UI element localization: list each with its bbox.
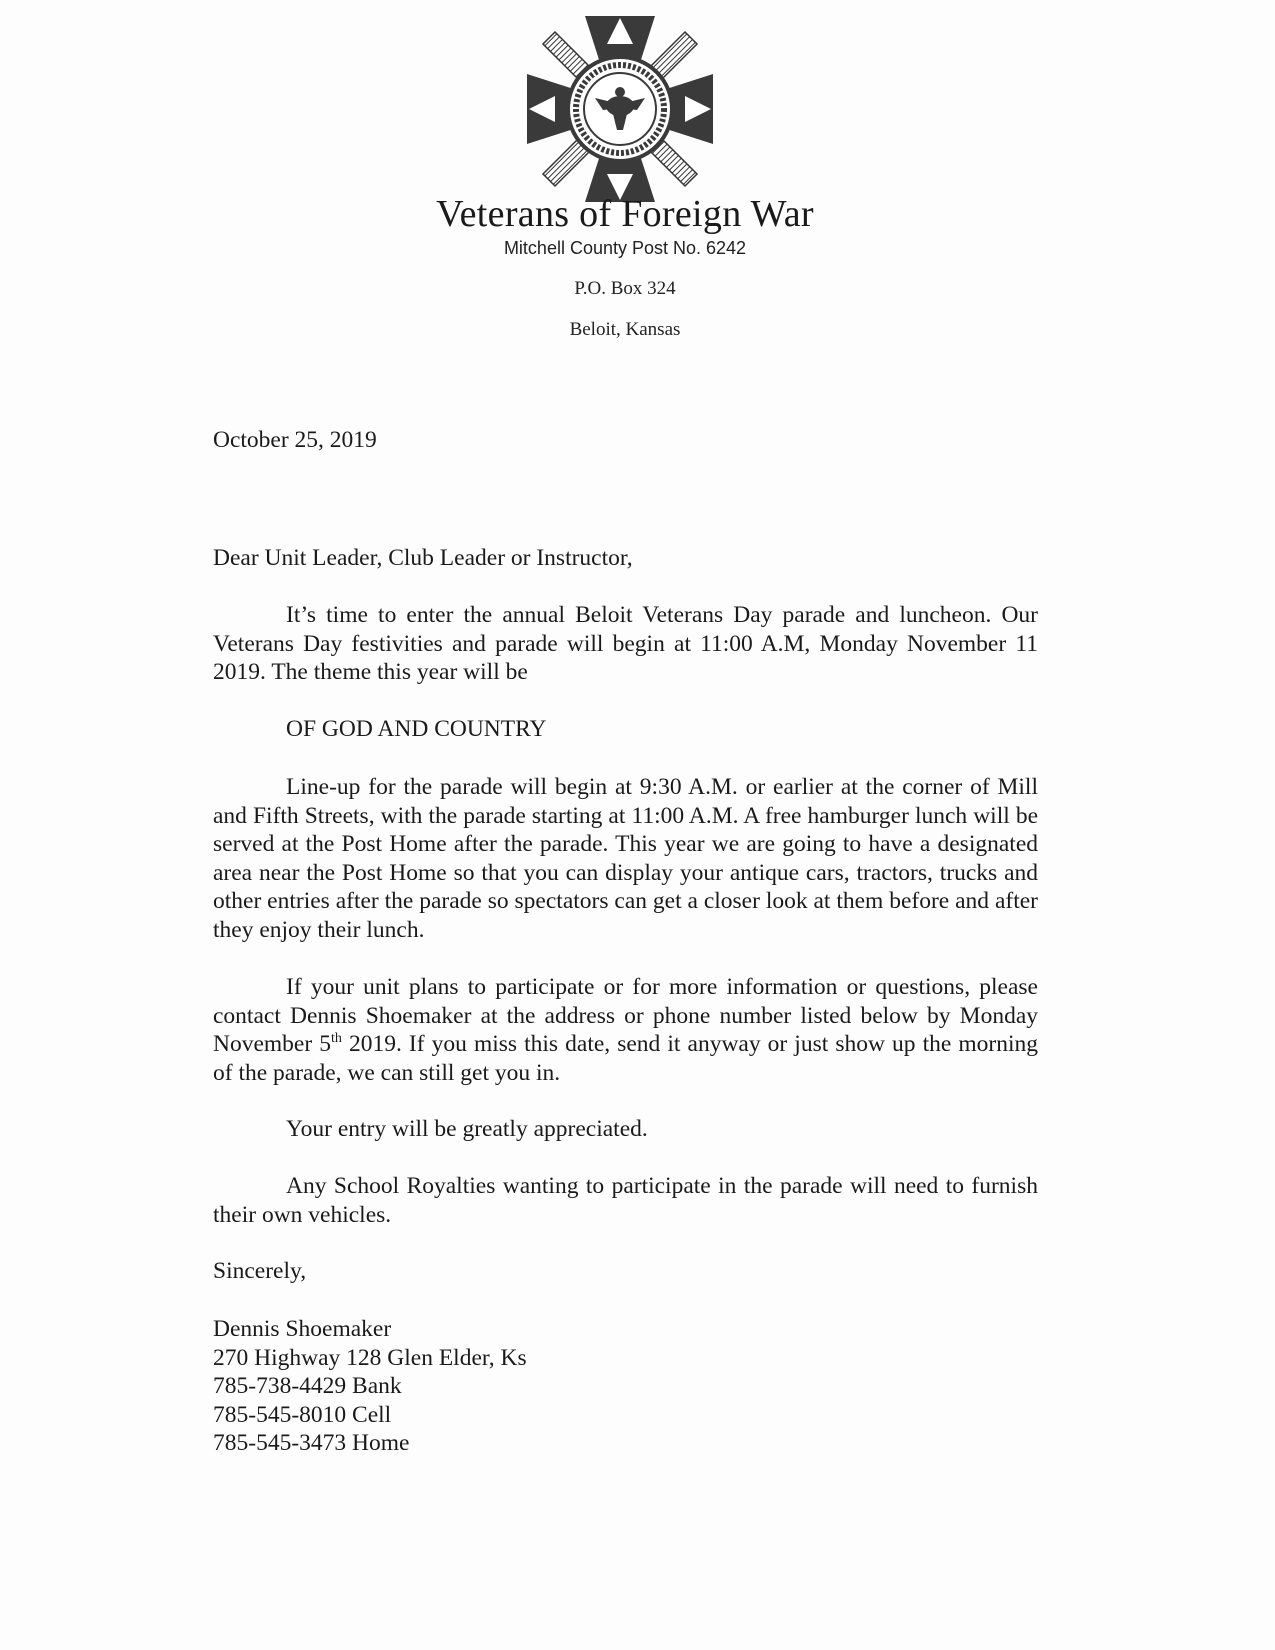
parade-theme: OF GOD AND COUNTRY [286,716,547,742]
phone-cell: 785-545-8010 Cell [213,1401,392,1428]
paragraph-contact [213,973,1038,1087]
post-name: Mitchell County Post No. 6242 [503,238,747,258]
phone-home: 785-545-3473 Home [213,1430,410,1456]
signature-block [213,1315,1038,1458]
paragraph-contact-start: If your unit plans to participate or for more information or questions, please contact Dennis Shoemaker at the address or phone number listed below by Monday November 5 [213,974,1038,1057]
city: Beloit, Kansas [569,319,681,340]
po-box: P.O. Box 324 [574,278,676,299]
paragraph-lineup: Line-up for the parade will begin at 9:30 A.M. or earlier at the corner of Mill and Fifth Streets, with the parade starting at 11:00 A.M. A free hamburger lunch will be served at the Post Home after the parade. This year we are going to have a designated area near the Post Home so that you can display your antique cars, tractors, trucks and other entries after the parade so spectators can get a closer look at them before and after they enjoy their lunch. [213,774,1038,943]
ordinal-suffix: th [331,1031,342,1047]
signer-name: Dennis Shoemaker [213,1316,392,1342]
paragraph-intro: It’s time to enter the annual Beloit Veterans Day parade and luncheon. Our Veterans Day festivities and parade will begin at 11:00 A.M, Monday November 11 2019. The theme this year will be [213,602,1038,685]
letter-date: October 25, 2019 [213,427,377,453]
salutation: Dear Unit Leader, Club Leader or Instructor, [213,545,633,571]
paragraph-appreciation: Your entry will be greatly appreciated. [286,1116,648,1142]
closing: Sincerely, [213,1258,307,1284]
paragraph-royalties: Any School Royalties wanting to participate in the parade will need to furnish their own vehicles. [213,1173,1038,1228]
phone-bank: 785-738-4429 Bank [213,1373,402,1399]
paragraph-contact-end: 2019. If you miss this date, send it anyway or just show up the morning of the parade, we can still get you in. [213,1031,1038,1086]
signer-address: 270 Highway 128 Glen Elder, Ks [213,1344,527,1371]
organization-name: Veterans of Foreign War [436,193,814,235]
vfw-cross-emblem-icon [525,14,715,204]
